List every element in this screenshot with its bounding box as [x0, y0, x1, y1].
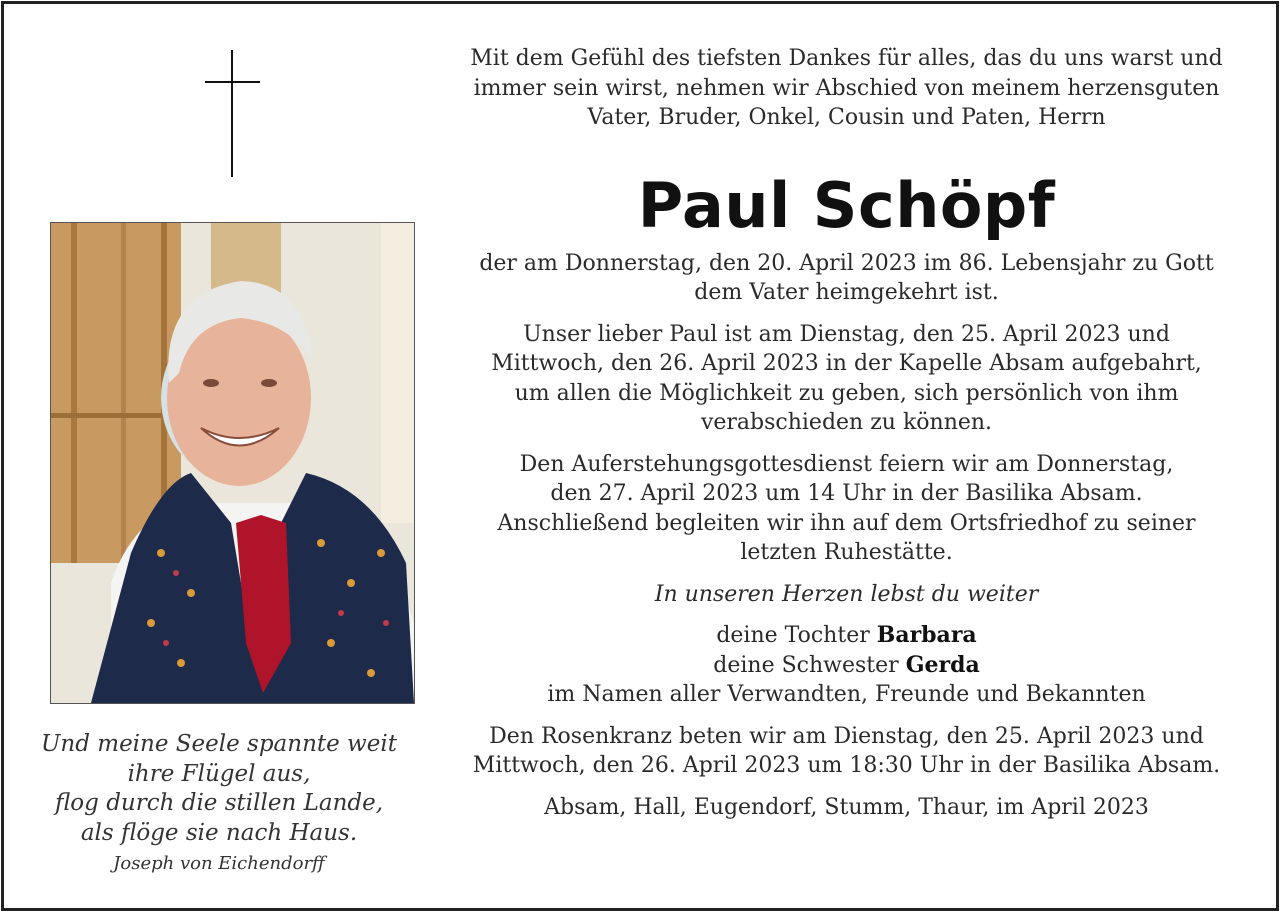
obituary-text: [454, 44, 1239, 822]
poem-line: flog durch die stillen Lande,: [54, 790, 384, 816]
viewing-line: Unser lieber Paul ist am Dienstag, den 25. April 2023 und: [523, 321, 1170, 347]
mourner-sister: [454, 651, 1239, 681]
service-line: den 27. April 2023 um 14 Uhr in der Basilika Absam.: [550, 481, 1143, 506]
poem-line: ihre Flügel aus,: [127, 760, 311, 787]
sister-name: Gerda: [905, 651, 980, 678]
mourner-prefix: deine Tochter: [716, 623, 870, 648]
poem-line: Und meine Seele spannte weit: [41, 731, 397, 757]
viewing-line: Mittwoch, den 26. April 2023 in der Kapelle Absam aufgebahrt,: [491, 351, 1202, 376]
service-line: Den Auferstehungsgottesdienst feiern wir am Donnerstag,: [519, 451, 1174, 477]
service-line: Anschließend begleiten wir ihn auf dem Ortsfriedhof zu seiner: [497, 510, 1196, 536]
place-date: Absam, Hall, Eugendorf, Stumm, Thaur, im April 2023: [544, 794, 1149, 820]
motto: In unseren Herzen lebst du weiter: [654, 581, 1039, 607]
poem-author: Joseph von Eichendorff: [113, 853, 325, 874]
intro-line: Mit dem Gefühl des tiefsten Dankes für alles, das du uns warst und: [470, 46, 1223, 71]
mourner-prefix: deine Schwester: [713, 652, 899, 678]
poem: [24, 730, 414, 880]
poem-line: als flöge sie nach Haus.: [80, 819, 358, 846]
rosary-line: Den Rosenkranz beten wir am Dienstag, den 25. April 2023 und: [489, 723, 1204, 749]
portrait-photo: [50, 222, 415, 704]
viewing-line: um allen die Möglichkeit zu geben, sich persönlich von ihm: [514, 380, 1179, 406]
death-line: der am Donnerstag, den 20. April 2023 im 86. Lebensjahr zu Gott: [479, 250, 1214, 276]
mourner-daughter: [454, 621, 1239, 651]
intro-line: immer sein wirst, nehmen wir Abschied von meinem herzensguten: [473, 75, 1220, 101]
intro-line: Vater, Bruder, Onkel, Cousin und Paten, Herrn: [587, 105, 1106, 130]
deceased-name: Paul Schöpf: [637, 168, 1056, 242]
cross-icon: [205, 50, 260, 177]
rosary-line: Mittwoch, den 26. April 2023 um 18:30 Uhr in der Basilika Absam.: [472, 753, 1221, 778]
service-line: letzten Ruhestätte.: [740, 540, 953, 565]
death-line: dem Vater heimgekehrt ist.: [694, 280, 999, 305]
daughter-name: Barbara: [876, 622, 977, 648]
viewing-line: verabschieden zu können.: [700, 410, 993, 435]
mourner-others: im Namen aller Verwandten, Freunde und Bekannten: [547, 682, 1146, 707]
obituary-frame: [1, 1, 1279, 911]
